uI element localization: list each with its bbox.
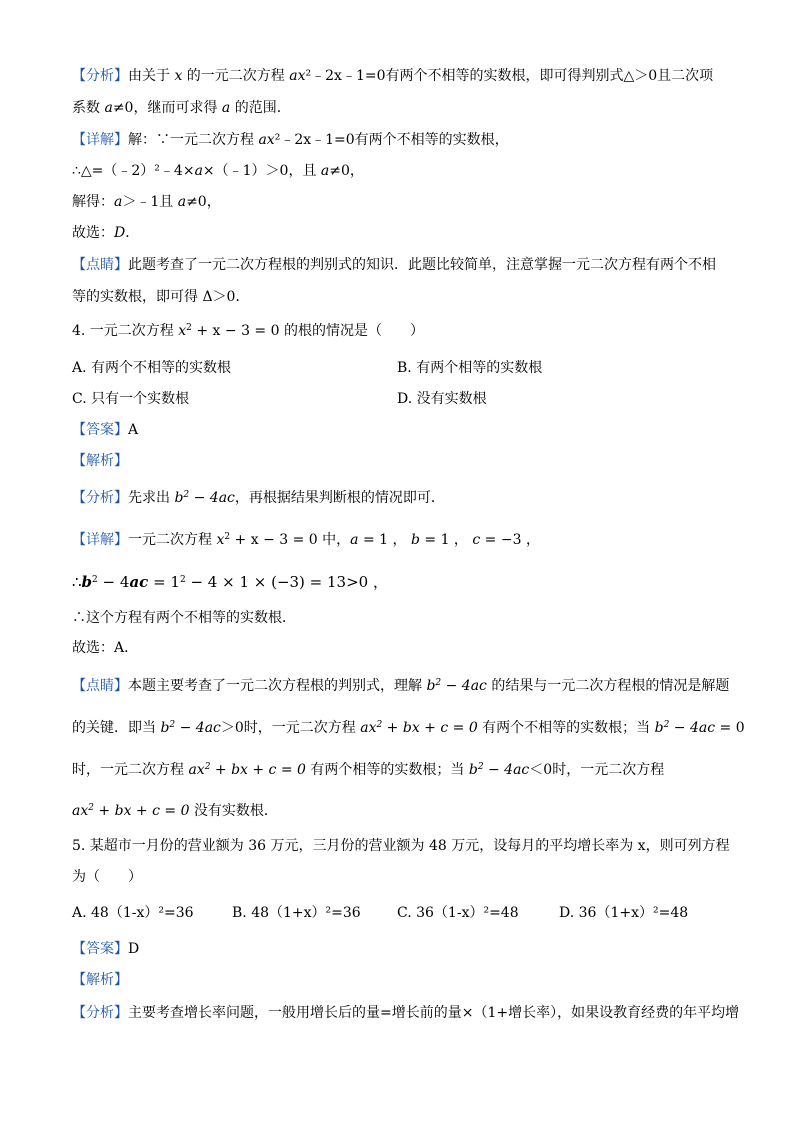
- text: − 4 × 1 × (−3) = 13>0 ，: [185, 573, 388, 591]
- equation: + x − 3 = 0: [191, 323, 280, 339]
- text: = 0: [715, 720, 745, 736]
- expr-ax2: ax: [258, 132, 275, 148]
- discriminant: $b^2 - 4ac$: [426, 678, 487, 694]
- question-number: 4. 一元二次方程: [72, 323, 179, 339]
- q5-analysis: [72, 1003, 739, 1023]
- var-x: x: [174, 68, 183, 84]
- text: 故选：: [72, 225, 114, 241]
- text: ．: [125, 225, 140, 241]
- text: 本题主要考查了一元二次方程根的判别式，理解: [128, 678, 427, 694]
- q4-point-line4: [72, 801, 278, 821]
- text: ∴△=（﹣2）²﹣4×: [72, 163, 195, 179]
- var-a: a: [221, 100, 231, 116]
- point-tag: 【点睛】: [72, 257, 128, 273]
- var-c: c: [467, 532, 481, 548]
- superscript: 2: [186, 323, 192, 333]
- text: 解：∵一元二次方程: [128, 132, 259, 148]
- detail-tag: 【详解】: [72, 532, 128, 548]
- var-a: a: [104, 100, 113, 116]
- q5-stem-line1: 5. 某超市一月份的营业额为 36 万元，三月份的营业额为 48 万元，设每月的平均增长率为 x，则可列方程: [72, 838, 730, 854]
- var-b: b: [81, 573, 93, 591]
- q3-detail-line3: [72, 192, 221, 212]
- var-a: a: [177, 194, 187, 210]
- answer-letter: D: [114, 225, 126, 241]
- superscript: 2: [92, 575, 98, 585]
- var-b: b: [406, 532, 420, 548]
- var-x: x: [216, 532, 225, 548]
- q5-option-d: D. 36（1+x）²=48: [559, 905, 689, 921]
- text: ，再根据结果判断根的情况即可．: [234, 490, 445, 506]
- equation: + x − 3 = 0: [230, 532, 318, 548]
- text: 主要考查增长率问题，一般用增长后的量=增长前的量×（1+增长率），如果设教育经费的年平均增: [128, 1005, 740, 1021]
- superscript: 2: [224, 532, 231, 542]
- text: 有两个相等的实数根；当: [305, 762, 469, 778]
- q3-choose: [72, 223, 139, 243]
- quadratic-equation: $ax^2$ + bx + c = 0: [188, 762, 306, 778]
- q4-option-b: B. 有两个相等的实数根: [397, 360, 543, 376]
- text: ≠0，: [329, 163, 364, 179]
- q3-detail-line1: [72, 130, 509, 150]
- expr-ac: ac: [129, 573, 149, 591]
- discriminant: $b^2 - 4ac$: [468, 762, 530, 778]
- q4-calc: [72, 572, 388, 592]
- analysis-tag: 【分析】: [72, 1005, 128, 1021]
- q5-answer: [72, 939, 139, 959]
- text: ＞0时，一元二次方程: [220, 720, 361, 736]
- q4-jiexi: [72, 451, 128, 471]
- text: 的范围．: [230, 100, 291, 116]
- text: − 4: [97, 573, 130, 591]
- q4-option-c: C. 只有一个实数根: [72, 391, 190, 407]
- q4-point-line1: [72, 676, 729, 696]
- discriminant: $b^2 - 4ac$: [160, 720, 221, 736]
- q5-option-a: A. 48（1-x）²=36: [72, 905, 194, 921]
- text: 的结果与一元二次方程根的情况是解题: [486, 678, 730, 694]
- var-x: x: [178, 323, 187, 339]
- q4-detail: [72, 530, 540, 550]
- text: 由关于: [128, 68, 175, 84]
- q4-point-line3: [72, 760, 664, 780]
- text: ≠0，继而可求得: [112, 100, 222, 116]
- therefore-symbol: ∴: [72, 573, 82, 591]
- text: 等的实数根，即可得 Δ＞0．: [72, 289, 250, 305]
- q5-stem-line2: 为（ ）: [72, 869, 142, 885]
- q3-detail-line2: [72, 161, 364, 181]
- text: 有两个不相等的实数根；当: [477, 720, 655, 736]
- superscript: ²: [305, 68, 312, 84]
- q5-option-b: B. 48（1+x）²=36: [232, 905, 361, 921]
- analysis-tag: 【分析】: [72, 490, 128, 506]
- q3-analysis-line1: [72, 66, 713, 86]
- text: ＞﹣1且: [122, 194, 178, 210]
- detail-tag: 【详解】: [72, 132, 128, 148]
- var-a: a: [350, 532, 359, 548]
- q3-analysis-line2: [72, 98, 291, 118]
- text: 中，: [317, 532, 351, 548]
- text: 的根的情况是（ ）: [279, 323, 424, 339]
- discriminant: $b^2 - 4ac$: [174, 490, 235, 506]
- text: 一元二次方程: [128, 532, 217, 548]
- text: 先求出: [128, 490, 175, 506]
- text: 时，一元二次方程: [72, 762, 189, 778]
- expr-ax2: ax: [289, 68, 306, 84]
- text: = 1: [148, 573, 180, 591]
- text: 此题考查了一元二次方程根的判别式的知识．此题比较简单，注意掌握一元二次方程有两个不相: [128, 257, 716, 273]
- q3-point-line1: [72, 255, 716, 275]
- q4-option-d: D. 没有实数根: [397, 391, 487, 407]
- answer-letter: D: [128, 941, 140, 957]
- text: 的一元二次方程: [182, 68, 290, 84]
- q5-jiexi: [72, 970, 128, 990]
- q4-conclusion: ∴这个方程有两个不相等的实数根．: [72, 610, 296, 626]
- superscript: ²: [274, 132, 281, 148]
- analysis-tag: 【分析】: [72, 68, 128, 84]
- jiexi-tag: 【解析】: [72, 453, 128, 469]
- jiexi-tag: 【解析】: [72, 972, 128, 988]
- text: ﹣2x﹣1=0有两个不相等的实数根，即可得判别式△＞0且二次项: [311, 68, 714, 84]
- coefficient: = −3 ，: [480, 532, 540, 548]
- coefficient: = 1 ，: [358, 532, 407, 548]
- var-a: a: [320, 163, 330, 179]
- q3-point-line2: [72, 287, 249, 307]
- q4-analysis: [72, 488, 445, 508]
- text: ≠0，: [186, 194, 221, 210]
- q4-point-line2: [72, 718, 745, 738]
- text: 没有实数根．: [189, 803, 278, 819]
- text: 解得：: [72, 194, 114, 210]
- superscript: 2: [179, 575, 186, 585]
- q4-stem: [72, 321, 424, 341]
- coefficient: = 1 ，: [419, 532, 468, 548]
- text: ﹣2x﹣1=0有两个不相等的实数根，: [280, 132, 509, 148]
- point-tag: 【点睛】: [72, 678, 128, 694]
- quadratic-equation: $ax^2$ + bx + c = 0: [72, 803, 190, 819]
- q4-answer: [72, 420, 138, 440]
- discriminant: $b^2 - 4ac$: [654, 720, 716, 736]
- quadratic-equation: $ax^2$ + bx + c = 0: [360, 720, 478, 736]
- q4-choose: 故选：A．: [72, 640, 139, 656]
- text: 系数: [72, 100, 105, 116]
- answer-tag: 【答案】: [72, 941, 128, 957]
- text: ×（﹣1）＞0，且: [202, 163, 321, 179]
- var-a: a: [194, 163, 203, 179]
- text: 的关键．即当: [72, 720, 161, 736]
- text: ＜0时，一元二次方程: [529, 762, 665, 778]
- q5-option-c: C. 36（1-x）²=48: [397, 905, 519, 921]
- var-a: a: [114, 194, 123, 210]
- q4-option-a: A. 有两个不相等的实数根: [72, 360, 232, 376]
- answer-letter: A: [128, 422, 139, 438]
- answer-tag: 【答案】: [72, 422, 128, 438]
